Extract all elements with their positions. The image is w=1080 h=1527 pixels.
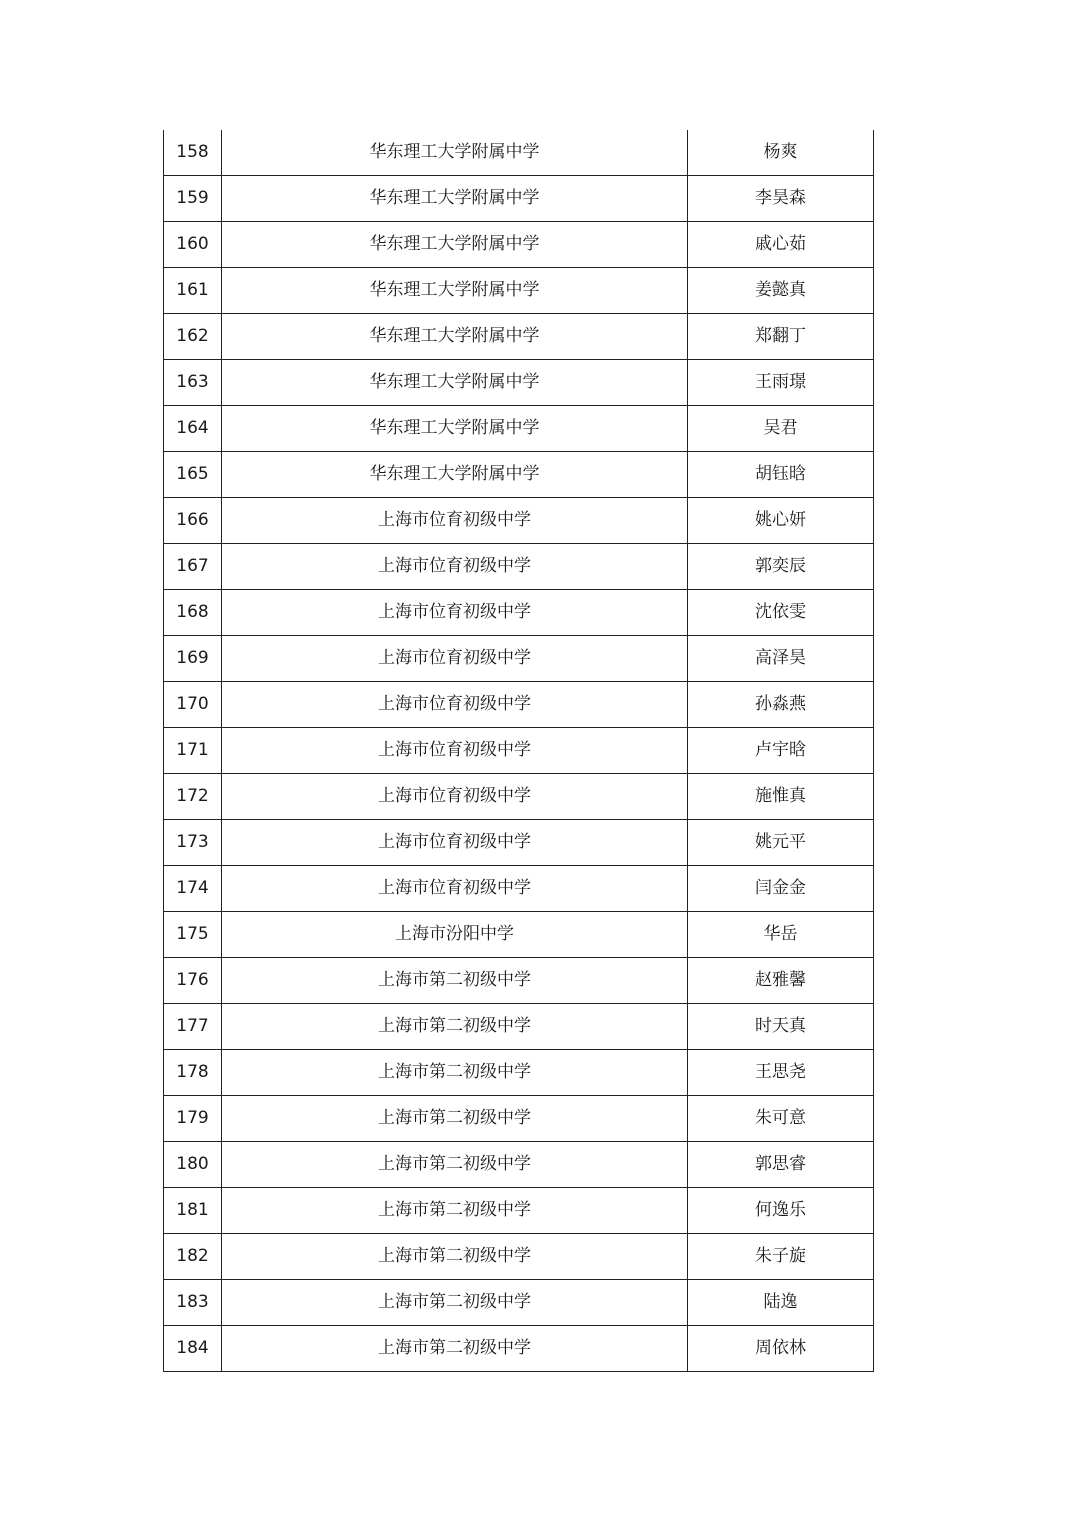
school-cell: 上海市位育初级中学	[222, 774, 688, 820]
row-number-cell: 178	[164, 1050, 222, 1096]
table-row	[164, 360, 874, 406]
student-name-cell: 郭奕辰	[688, 544, 874, 590]
table-row	[164, 958, 874, 1004]
table-row	[164, 682, 874, 728]
school-cell: 华东理工大学附属中学	[222, 406, 688, 452]
row-number-cell: 161	[164, 268, 222, 314]
school-cell: 上海市位育初级中学	[222, 728, 688, 774]
school-cell: 上海市第二初级中学	[222, 958, 688, 1004]
row-number-cell: 169	[164, 636, 222, 682]
row-number-cell: 164	[164, 406, 222, 452]
table-row	[164, 130, 874, 176]
school-cell: 上海市第二初级中学	[222, 1188, 688, 1234]
school-cell: 上海市第二初级中学	[222, 1050, 688, 1096]
student-name-cell: 赵雅馨	[688, 958, 874, 1004]
school-cell: 上海市位育初级中学	[222, 636, 688, 682]
row-number-cell: 158	[164, 130, 222, 176]
row-number-cell: 170	[164, 682, 222, 728]
row-number-cell: 180	[164, 1142, 222, 1188]
row-number-cell: 179	[164, 1096, 222, 1142]
school-cell: 上海市第二初级中学	[222, 1096, 688, 1142]
student-name-cell: 戚心茹	[688, 222, 874, 268]
row-number-cell: 184	[164, 1326, 222, 1372]
student-name-cell: 何逸乐	[688, 1188, 874, 1234]
table-row	[164, 498, 874, 544]
school-cell: 华东理工大学附属中学	[222, 314, 688, 360]
student-name-cell: 周依林	[688, 1326, 874, 1372]
student-name-cell: 朱可意	[688, 1096, 874, 1142]
table-row	[164, 774, 874, 820]
student-name-cell: 卢宇晗	[688, 728, 874, 774]
table-row	[164, 1326, 874, 1372]
table-row	[164, 636, 874, 682]
student-name-cell: 胡钰晗	[688, 452, 874, 498]
student-name-cell: 闫金金	[688, 866, 874, 912]
row-number-cell: 163	[164, 360, 222, 406]
table-row	[164, 268, 874, 314]
student-name-cell: 华岳	[688, 912, 874, 958]
school-cell: 华东理工大学附属中学	[222, 452, 688, 498]
student-name-cell: 姜懿真	[688, 268, 874, 314]
table-row	[164, 1188, 874, 1234]
school-cell: 上海市第二初级中学	[222, 1234, 688, 1280]
table-row	[164, 544, 874, 590]
table-row	[164, 176, 874, 222]
row-number-cell: 166	[164, 498, 222, 544]
student-name-cell: 王雨璟	[688, 360, 874, 406]
table-row	[164, 1050, 874, 1096]
student-name-cell: 高泽昊	[688, 636, 874, 682]
student-name-cell: 吴君	[688, 406, 874, 452]
student-name-cell: 陆逸	[688, 1280, 874, 1326]
school-cell: 上海市第二初级中学	[222, 1142, 688, 1188]
table-row	[164, 1004, 874, 1050]
school-cell: 上海市位育初级中学	[222, 820, 688, 866]
table-row	[164, 406, 874, 452]
row-number-cell: 173	[164, 820, 222, 866]
row-number-cell: 172	[164, 774, 222, 820]
table-row	[164, 820, 874, 866]
school-cell: 华东理工大学附属中学	[222, 176, 688, 222]
student-name-cell: 郭思睿	[688, 1142, 874, 1188]
student-name-cell: 郑翻丁	[688, 314, 874, 360]
table-row	[164, 1234, 874, 1280]
table-row	[164, 912, 874, 958]
row-number-cell: 162	[164, 314, 222, 360]
student-name-cell: 姚心妍	[688, 498, 874, 544]
table-row	[164, 1142, 874, 1188]
row-number-cell: 183	[164, 1280, 222, 1326]
row-number-cell: 171	[164, 728, 222, 774]
school-cell: 华东理工大学附属中学	[222, 130, 688, 176]
school-cell: 上海市第二初级中学	[222, 1280, 688, 1326]
student-name-cell: 杨爽	[688, 130, 874, 176]
school-cell: 上海市位育初级中学	[222, 498, 688, 544]
roster-table	[163, 130, 874, 1372]
student-name-cell: 沈依雯	[688, 590, 874, 636]
row-number-cell: 181	[164, 1188, 222, 1234]
student-name-cell: 朱子旋	[688, 1234, 874, 1280]
row-number-cell: 174	[164, 866, 222, 912]
school-cell: 上海市位育初级中学	[222, 590, 688, 636]
row-number-cell: 160	[164, 222, 222, 268]
table-row	[164, 1096, 874, 1142]
school-cell: 上海市汾阳中学	[222, 912, 688, 958]
row-number-cell: 176	[164, 958, 222, 1004]
row-number-cell: 159	[164, 176, 222, 222]
table-row	[164, 222, 874, 268]
table-row	[164, 314, 874, 360]
table-row	[164, 452, 874, 498]
school-cell: 上海市位育初级中学	[222, 866, 688, 912]
row-number-cell: 175	[164, 912, 222, 958]
roster-table-body	[164, 130, 874, 1372]
student-name-cell: 施惟真	[688, 774, 874, 820]
school-cell: 华东理工大学附属中学	[222, 360, 688, 406]
row-number-cell: 182	[164, 1234, 222, 1280]
school-cell: 华东理工大学附属中学	[222, 268, 688, 314]
school-cell: 上海市第二初级中学	[222, 1004, 688, 1050]
student-name-cell: 姚元平	[688, 820, 874, 866]
row-number-cell: 165	[164, 452, 222, 498]
row-number-cell: 177	[164, 1004, 222, 1050]
student-name-cell: 时天真	[688, 1004, 874, 1050]
row-number-cell: 167	[164, 544, 222, 590]
school-cell: 上海市位育初级中学	[222, 682, 688, 728]
student-name-cell: 王思尧	[688, 1050, 874, 1096]
row-number-cell: 168	[164, 590, 222, 636]
table-row	[164, 866, 874, 912]
table-row	[164, 728, 874, 774]
school-cell: 华东理工大学附属中学	[222, 222, 688, 268]
school-cell: 上海市位育初级中学	[222, 544, 688, 590]
student-name-cell: 孙淼燕	[688, 682, 874, 728]
student-name-cell: 李昊森	[688, 176, 874, 222]
table-row	[164, 1280, 874, 1326]
table-row	[164, 590, 874, 636]
school-cell: 上海市第二初级中学	[222, 1326, 688, 1372]
